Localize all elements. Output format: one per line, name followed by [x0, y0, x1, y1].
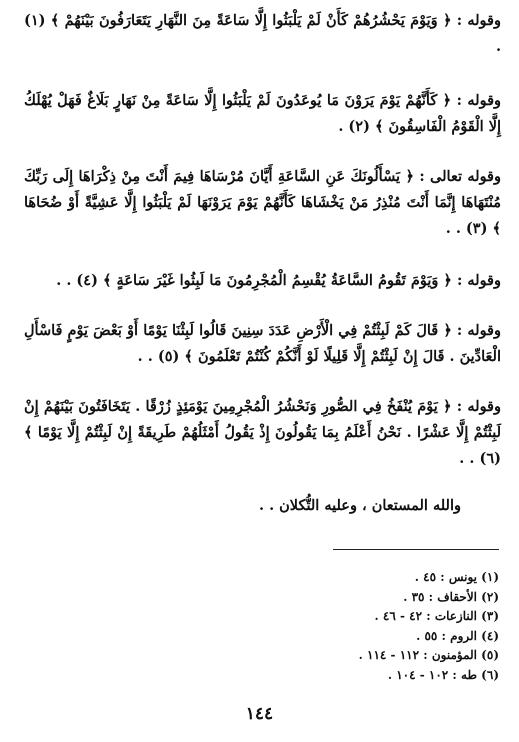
- paragraph-ahqaf: وقوله : ﴿ كَأَنَّهُمْ يَوْمَ يَرَوْنَ مَا يُوعَدُونَ لَمْ يَلْبَثُوا إِلَّا سَاعَةً مِنْ نَهَارٍ بَلَاغٌ فَهَلْ يُهْلَكُ إِلَّا الْقَوْمُ الْفَاسِقُونَ ﴾ (٢) .: [24, 92, 501, 135]
- paragraph-yunus: وقوله : ﴿ وَيَوْمَ يَحْشُرُهُمْ كَأَنْ لَمْ يَلْبَثُوا إِلَّا سَاعَةً مِنَ النَّهَارِ يَتَعَارَفُونَ بَيْنَهُمْ ﴾ (١) .: [24, 12, 501, 55]
- paragraph-naziat: وقوله تعالى : ﴿ يَسْأَلُونَكَ عَنِ السَّاعَةِ أَيَّانَ مُرْسَاهَا فِيمَ أَنْتَ مِنْ ذِكْرَاهَا إِلَى رَبِّكَ مُنْتَهَاهَا إِنَّمَا أَنْتَ مُنْذِرُ مَنْ يَخْشَاهَا كَأَنَّهُمْ يَوْمَ يَرَوْنَهَا لَمْ يَلْبَثُوا إِلَّا عَشِيَّةً أَوْ ضُحَاهَا ﴾ (٣) . .: [24, 168, 501, 237]
- page-number: ١٤٤: [245, 704, 274, 724]
- footnote-3: (٣) النازعات : ٤٢ - ٤٦ .: [374, 609, 499, 623]
- paragraph-muminun: وقوله : ﴿ قَالَ كَمْ لَبِثْتُمْ فِي الْأَرْضِ عَدَدَ سِنِينَ قَالُوا لَبِثْنَا يَوْمًا أَوْ بَعْضَ يَوْمٍ فَاسْأَلِ الْعَادِّينَ . قَالَ إِنْ لَبِثْتُمْ إِلَّا قَلِيلًا لَوْ أَنَّكُمْ كُنْتُمْ تَعْلَمُونَ ﴾ (٥) . .: [24, 322, 501, 365]
- footnote-4: (٤) الروم : ٥٥ .: [416, 628, 499, 643]
- footnote-1: (١) يونس : ٤٥ .: [414, 570, 499, 584]
- paragraph-rum: وقوله : ﴿ وَيَوْمَ تَقُومُ السَّاعَةُ يُقْسِمُ الْمُجْرِمُونَ مَا لَبِثُوا غَيْرَ سَاعَةٍ ﴾ (٤) . .: [56, 272, 501, 289]
- footnote-6: (٦) طه : ١٠٢ - ١٠٤ .: [387, 667, 499, 682]
- footnote-5: (٥) المؤمنون : ١١٢ - ١١٤ .: [358, 648, 499, 662]
- footnote-divider: [333, 549, 499, 550]
- footnote-2: (٢) الأحقاف : ٣٥ .: [403, 589, 499, 604]
- paragraph-taha: وقوله : ﴿ يَوْمَ يُنْفَخُ فِي الصُّورِ وَنَحْشُرُ الْمُجْرِمِينَ يَوْمَئِذٍ زُرْقًا . يَتَخَافَتُونَ بَيْنَهُمْ إِنْ لَبِثْتُمْ إِلَّا عَشْرًا . نَحْنُ أَعْلَمُ بِمَا يَقُولُونَ إِذْ يَقُولُ أَمْثَلُهُمْ طَرِيقَةً إِنْ لَبِثْتُمْ إِلَّا يَوْمًا ﴾ (٦) . .: [24, 398, 501, 467]
- closing-line: والله المستعان ، وعليه التُّكلان . .: [258, 497, 461, 514]
- footnotes: [279, 568, 499, 685]
